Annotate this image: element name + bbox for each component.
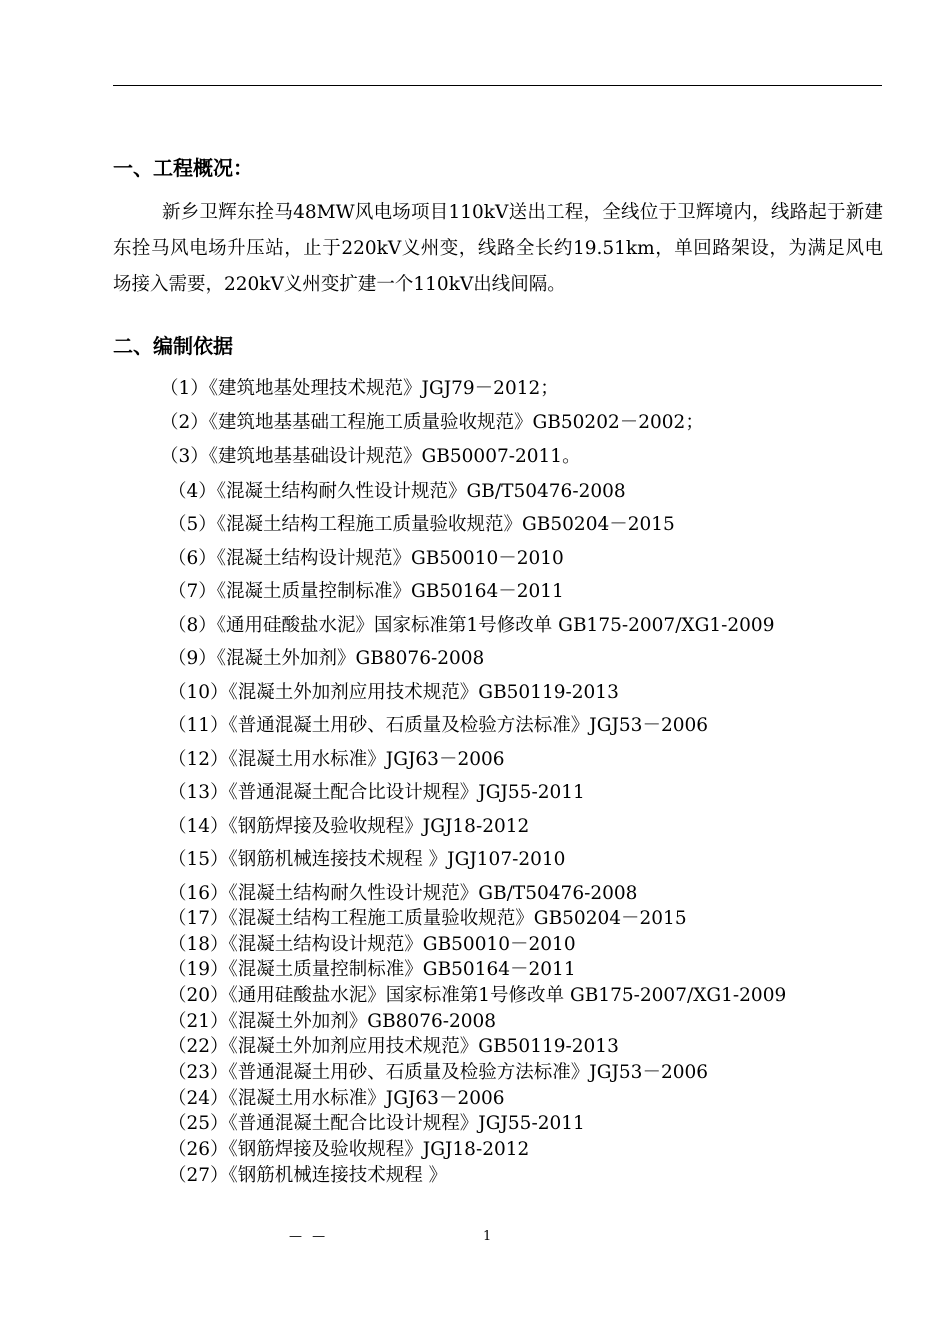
reference-item: （21）《混凝土外加剂》GB8076-2008 bbox=[168, 1011, 497, 1032]
reference-item: （10）《混凝土外加剂应用技术规范》GB50119-2013 bbox=[168, 682, 619, 703]
reference-item: （5）《混凝土结构工程施工质量验收规范》GB50204－2015 bbox=[168, 514, 675, 535]
reference-item: （4）《混凝土结构耐久性设计规范》GB/T50476-2008 bbox=[168, 481, 626, 502]
reference-item: （24）《混凝土用水标准》JGJ63－2006 bbox=[168, 1088, 505, 1109]
reference-item: （13）《普通混凝土配合比设计规程》JGJ55-2011 bbox=[168, 782, 585, 803]
reference-item: （15）《钢筋机械连接技术规程 》JGJ107-2010 bbox=[168, 849, 566, 870]
reference-item: （14）《钢筋焊接及验收规程》JGJ18-2012 bbox=[168, 816, 530, 837]
footer-dash: — — bbox=[289, 1229, 329, 1244]
reference-item: （6）《混凝土结构设计规范》GB50010－2010 bbox=[168, 548, 564, 569]
overview-paragraph: 新乡卫辉东拴马48MW风电场项目110kV送出工程，全线位于卫辉境内，线路起于新建东拴马风电场升压站，止于220kV义州变，线路全长约19.51km，单回路架设，为满足风电场接入需要，220kV义州变扩建一个110kV出线间隔。 bbox=[113, 202, 883, 295]
reference-item: （11）《普通混凝土用砂、石质量及检验方法标准》JGJ53－2006 bbox=[168, 715, 709, 736]
reference-item: （27）《钢筋机械连接技术规程 》 bbox=[168, 1165, 448, 1186]
reference-item: （20）《通用硅酸盐水泥》国家标准第1号修改单 GB175-2007/XG1-2009 bbox=[168, 985, 787, 1006]
reference-item: （12）《混凝土用水标准》JGJ63－2006 bbox=[168, 749, 505, 770]
reference-item: （25）《普通混凝土配合比设计规程》JGJ55-2011 bbox=[168, 1113, 585, 1134]
reference-item: （22）《混凝土外加剂应用技术规范》GB50119-2013 bbox=[168, 1036, 619, 1057]
reference-item: （1）《建筑地基处理技术规范》JGJ79－2012； bbox=[160, 378, 559, 399]
reference-item: （23）《普通混凝土用砂、石质量及检验方法标准》JGJ53－2006 bbox=[168, 1062, 709, 1083]
section-heading-overview: 一、工程概况： bbox=[113, 156, 253, 180]
reference-item: （16）《混凝土结构耐久性设计规范》GB/T50476-2008 bbox=[168, 883, 638, 904]
reference-item: （19）《混凝土质量控制标准》GB50164－2011 bbox=[168, 959, 576, 980]
page-number: 1 bbox=[483, 1229, 492, 1244]
section-heading-basis: 二、编制依据 bbox=[113, 334, 233, 358]
reference-item: （7）《混凝土质量控制标准》GB50164－2011 bbox=[168, 581, 564, 602]
reference-item: （26）《钢筋焊接及验收规程》JGJ18-2012 bbox=[168, 1139, 530, 1160]
reference-item: （17）《混凝土结构工程施工质量验收规范》GB50204－2015 bbox=[168, 908, 687, 929]
reference-item: （18）《混凝土结构设计规范》GB50010－2010 bbox=[168, 934, 576, 955]
reference-item: （2）《建筑地基基础工程施工质量验收规范》GB50202－2002； bbox=[160, 412, 704, 433]
header-rule bbox=[113, 85, 882, 86]
reference-item: （8）《通用硅酸盐水泥》国家标准第1号修改单 GB175-2007/XG1-2009 bbox=[168, 615, 775, 636]
reference-item: （3）《建筑地基基础设计规范》GB50007-2011。 bbox=[160, 446, 581, 467]
reference-item: （9）《混凝土外加剂》GB8076-2008 bbox=[168, 648, 485, 669]
